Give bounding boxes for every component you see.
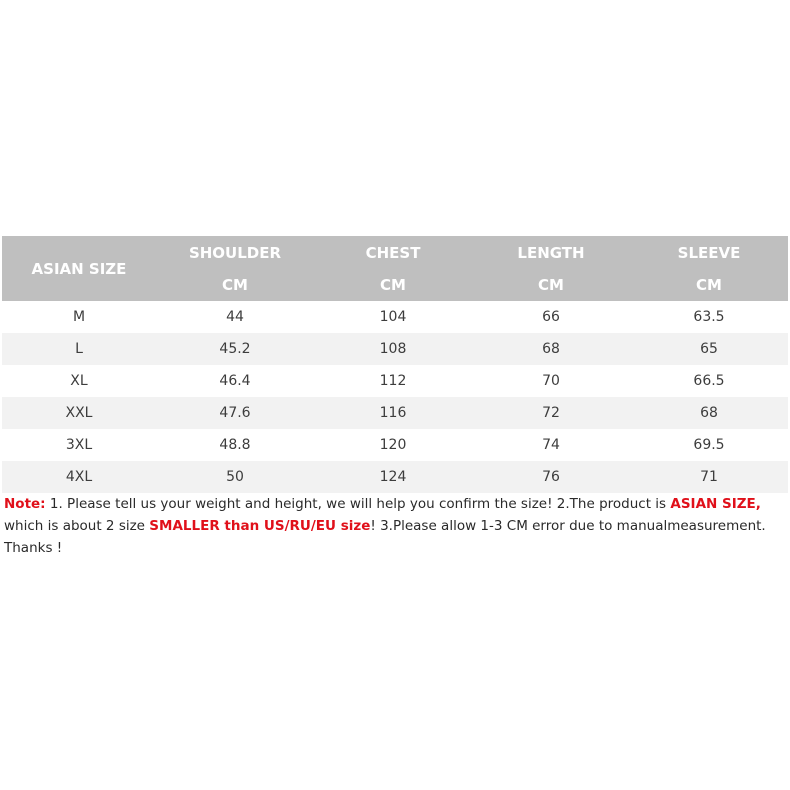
cell-size: 4XL xyxy=(2,461,156,493)
note-highlight-asian-size: ASIAN SIZE, xyxy=(670,496,761,512)
header-unit: CM xyxy=(696,275,722,294)
cell-size: M xyxy=(2,301,156,333)
header-chest xyxy=(314,236,472,301)
size-chart-table xyxy=(2,236,788,493)
header-unit: CM xyxy=(222,275,248,294)
header-sleeve xyxy=(630,236,788,301)
cell-size: 3XL xyxy=(2,429,156,461)
note-text: ! 3.Please allow 1-3 CM error due to manualmeasurement. Thanks ! xyxy=(4,518,766,556)
cell-size: XL xyxy=(2,365,156,397)
size-note xyxy=(4,493,786,559)
table-row xyxy=(2,333,788,365)
cell-chest: 116 xyxy=(314,397,472,429)
note-label: Note: xyxy=(4,496,46,512)
cell-chest: 112 xyxy=(314,365,472,397)
header-length xyxy=(472,236,630,301)
note-text: 1. Please tell us your weight and height, we will help you confirm the size! 2.The product is xyxy=(45,496,671,512)
table-row xyxy=(2,461,788,493)
header-unit: CM xyxy=(538,275,564,294)
table-row xyxy=(2,365,788,397)
cell-length: 76 xyxy=(472,461,630,493)
header-unit: CM xyxy=(380,275,406,294)
header-label: SLEEVE xyxy=(677,243,741,262)
cell-sleeve: 63.5 xyxy=(630,301,788,333)
cell-length: 66 xyxy=(472,301,630,333)
cell-sleeve: 68 xyxy=(630,397,788,429)
cell-sleeve: 71 xyxy=(630,461,788,493)
cell-sleeve: 69.5 xyxy=(630,429,788,461)
header-asian-size xyxy=(2,236,156,301)
table-row xyxy=(2,301,788,333)
header-label: LENGTH xyxy=(517,243,585,262)
note-highlight-smaller: SMALLER than US/RU/EU size xyxy=(149,518,371,534)
cell-chest: 104 xyxy=(314,301,472,333)
cell-chest: 108 xyxy=(314,333,472,365)
cell-sleeve: 65 xyxy=(630,333,788,365)
header-label: CHEST xyxy=(365,243,421,262)
cell-size: L xyxy=(2,333,156,365)
note-text: which is about 2 size xyxy=(4,518,150,534)
cell-shoulder: 44 xyxy=(156,301,314,333)
cell-shoulder: 50 xyxy=(156,461,314,493)
cell-sleeve: 66.5 xyxy=(630,365,788,397)
cell-chest: 120 xyxy=(314,429,472,461)
header-label: SHOULDER xyxy=(188,243,282,262)
header-shoulder xyxy=(156,236,314,301)
header-label: ASIAN SIZE xyxy=(31,259,127,278)
cell-shoulder: 48.8 xyxy=(156,429,314,461)
cell-shoulder: 46.4 xyxy=(156,365,314,397)
cell-shoulder: 45.2 xyxy=(156,333,314,365)
cell-shoulder: 47.6 xyxy=(156,397,314,429)
cell-length: 72 xyxy=(472,397,630,429)
table-row xyxy=(2,397,788,429)
cell-size: XXL xyxy=(2,397,156,429)
table-header-row xyxy=(2,236,788,301)
table-row xyxy=(2,429,788,461)
cell-length: 70 xyxy=(472,365,630,397)
cell-length: 74 xyxy=(472,429,630,461)
cell-chest: 124 xyxy=(314,461,472,493)
cell-length: 68 xyxy=(472,333,630,365)
